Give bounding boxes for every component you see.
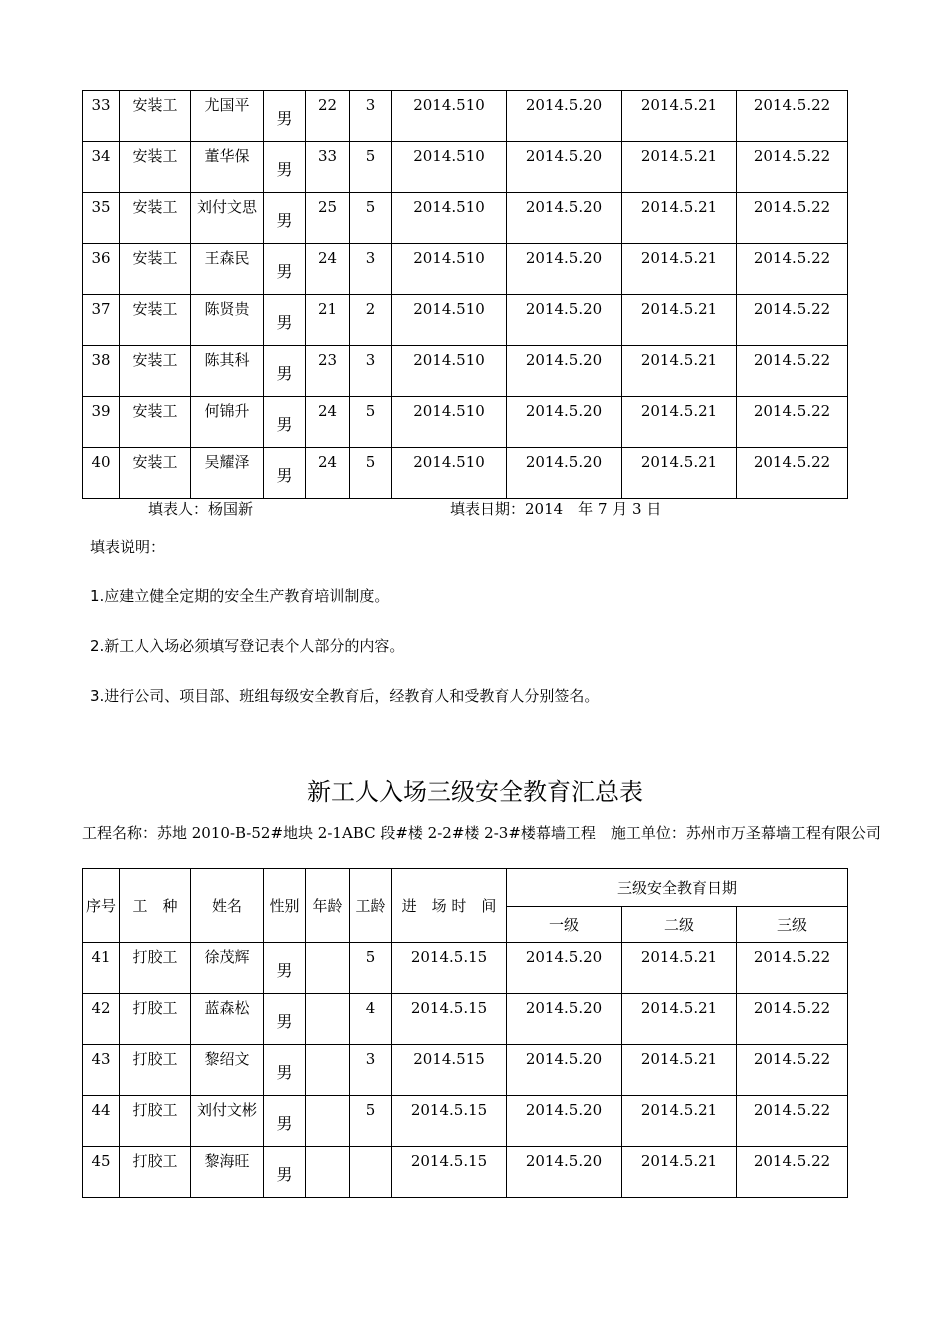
header-trade: 工 种 xyxy=(120,869,191,943)
table-row xyxy=(83,1096,848,1147)
cell-name: 何锦升 xyxy=(191,397,264,448)
cell-trade: 安装工 xyxy=(120,295,191,346)
cell-no: 35 xyxy=(83,193,120,244)
table-row xyxy=(83,91,848,142)
cell-entry-time: 2014.510 xyxy=(392,448,507,499)
fill-date-label: 填表日期：2014 年 7 月 3 日 xyxy=(450,500,662,518)
cell-level-1: 2014.5.20 xyxy=(507,397,622,448)
cell-no: 45 xyxy=(83,1147,120,1198)
table-row xyxy=(83,193,848,244)
cell-years: 3 xyxy=(350,91,392,142)
table-row xyxy=(83,994,848,1045)
cell-no: 36 xyxy=(83,244,120,295)
cell-level-2: 2014.5.21 xyxy=(622,346,737,397)
cell-years: 4 xyxy=(350,994,392,1045)
cell-level-3: 2014.5.22 xyxy=(737,1096,848,1147)
cell-name: 陈贤贵 xyxy=(191,295,264,346)
cell-sex: 男 xyxy=(264,91,306,142)
cell-name: 尤国平 xyxy=(191,91,264,142)
cell-years: 3 xyxy=(350,346,392,397)
cell-years: 3 xyxy=(350,1045,392,1096)
cell-level-2: 2014.5.21 xyxy=(622,91,737,142)
cell-age: 24 xyxy=(306,244,350,295)
cell-age: 23 xyxy=(306,346,350,397)
cell-name: 徐茂辉 xyxy=(191,943,264,994)
cell-level-3: 2014.5.22 xyxy=(737,346,848,397)
cell-age xyxy=(306,1147,350,1198)
cell-trade: 安装工 xyxy=(120,193,191,244)
cell-trade: 安装工 xyxy=(120,244,191,295)
table-row xyxy=(83,1147,848,1198)
header-no: 序号 xyxy=(83,869,120,943)
cell-level-1: 2014.5.20 xyxy=(507,193,622,244)
cell-years: 2 xyxy=(350,295,392,346)
table-workers-part2 xyxy=(82,868,848,1198)
cell-entry-time: 2014.510 xyxy=(392,397,507,448)
cell-level-3: 2014.5.22 xyxy=(737,91,848,142)
table-row xyxy=(83,397,848,448)
cell-entry-time: 2014.510 xyxy=(392,346,507,397)
filler-label: 填表人：杨国新 xyxy=(148,500,254,518)
cell-years: 5 xyxy=(350,193,392,244)
cell-trade: 安装工 xyxy=(120,448,191,499)
cell-sex: 男 xyxy=(264,1147,306,1198)
cell-age: 24 xyxy=(306,397,350,448)
cell-level-2: 2014.5.21 xyxy=(622,943,737,994)
project-line: 工程名称：苏地 2010-B-52#地块 2-1ABC 段#楼 2-2#楼 2-3#楼幕墙工程 施工单位：苏州市万圣幕墙工程有限公司 xyxy=(82,824,881,842)
cell-name: 陈其科 xyxy=(191,346,264,397)
cell-age: 25 xyxy=(306,193,350,244)
cell-level-1: 2014.5.20 xyxy=(507,1147,622,1198)
table-row xyxy=(83,448,848,499)
cell-level-3: 2014.5.22 xyxy=(737,142,848,193)
cell-trade: 安装工 xyxy=(120,346,191,397)
cell-level-1: 2014.5.20 xyxy=(507,244,622,295)
cell-entry-time: 2014.510 xyxy=(392,295,507,346)
cell-sex: 男 xyxy=(264,943,306,994)
cell-level-1: 2014.5.20 xyxy=(507,448,622,499)
note-3: 3.进行公司、项目部、班组每级安全教育后，经教育人和受教育人分别签名。 xyxy=(90,687,600,705)
cell-entry-time: 2014.510 xyxy=(392,91,507,142)
cell-age: 24 xyxy=(306,448,350,499)
cell-level-1: 2014.5.20 xyxy=(507,91,622,142)
cell-level-3: 2014.5.22 xyxy=(737,244,848,295)
table-row xyxy=(83,1045,848,1096)
cell-no: 37 xyxy=(83,295,120,346)
cell-level-2: 2014.5.21 xyxy=(622,1147,737,1198)
cell-sex: 男 xyxy=(264,346,306,397)
table-row xyxy=(83,943,848,994)
cell-level-2: 2014.5.21 xyxy=(622,244,737,295)
cell-sex: 男 xyxy=(264,142,306,193)
header-level-2: 二级 xyxy=(622,907,737,943)
cell-trade: 安装工 xyxy=(120,142,191,193)
cell-no: 44 xyxy=(83,1096,120,1147)
cell-level-1: 2014.5.20 xyxy=(507,994,622,1045)
table-row xyxy=(83,346,848,397)
cell-sex: 男 xyxy=(264,1096,306,1147)
cell-entry-time: 2014.5.15 xyxy=(392,994,507,1045)
cell-age xyxy=(306,1045,350,1096)
cell-name: 董华保 xyxy=(191,142,264,193)
cell-trade: 打胶工 xyxy=(120,1096,191,1147)
note-2: 2.新工人入场必须填写登记表个人部分的内容。 xyxy=(90,637,405,655)
header-sex: 性别 xyxy=(264,869,306,943)
cell-level-2: 2014.5.21 xyxy=(622,193,737,244)
cell-name: 黎海旺 xyxy=(191,1147,264,1198)
cell-trade: 打胶工 xyxy=(120,1147,191,1198)
table-workers-part1 xyxy=(82,90,848,499)
cell-trade: 打胶工 xyxy=(120,1045,191,1096)
page-title: 新工人入场三级安全教育汇总表 xyxy=(307,778,643,806)
cell-trade: 安装工 xyxy=(120,91,191,142)
cell-name: 吴耀泽 xyxy=(191,448,264,499)
cell-entry-time: 2014.5.15 xyxy=(392,1147,507,1198)
cell-level-1: 2014.5.20 xyxy=(507,943,622,994)
cell-age xyxy=(306,943,350,994)
note-1: 1.应建立健全定期的安全生产教育培训制度。 xyxy=(90,587,390,605)
cell-no: 33 xyxy=(83,91,120,142)
cell-trade: 打胶工 xyxy=(120,943,191,994)
cell-entry-time: 2014.510 xyxy=(392,193,507,244)
cell-sex: 男 xyxy=(264,1045,306,1096)
cell-level-2: 2014.5.21 xyxy=(622,1096,737,1147)
header-entry: 进 场 时 间 xyxy=(392,869,507,943)
cell-level-3: 2014.5.22 xyxy=(737,397,848,448)
cell-level-2: 2014.5.21 xyxy=(622,1045,737,1096)
header-name: 姓名 xyxy=(191,869,264,943)
header-years: 工龄 xyxy=(350,869,392,943)
cell-years: 5 xyxy=(350,142,392,193)
cell-years: 5 xyxy=(350,943,392,994)
cell-years xyxy=(350,1147,392,1198)
cell-level-1: 2014.5.20 xyxy=(507,346,622,397)
notes-heading: 填表说明： xyxy=(90,538,166,556)
cell-entry-time: 2014.510 xyxy=(392,244,507,295)
cell-no: 41 xyxy=(83,943,120,994)
cell-sex: 男 xyxy=(264,295,306,346)
cell-level-2: 2014.5.21 xyxy=(622,295,737,346)
cell-level-3: 2014.5.22 xyxy=(737,1045,848,1096)
cell-years: 3 xyxy=(350,244,392,295)
cell-level-1: 2014.5.20 xyxy=(507,142,622,193)
cell-no: 38 xyxy=(83,346,120,397)
cell-years: 5 xyxy=(350,397,392,448)
table-row xyxy=(83,295,848,346)
header-level-3: 三级 xyxy=(737,907,848,943)
cell-level-3: 2014.5.22 xyxy=(737,448,848,499)
cell-entry-time: 2014.510 xyxy=(392,142,507,193)
header-edu: 三级安全教育日期 xyxy=(507,869,848,907)
cell-sex: 男 xyxy=(264,397,306,448)
cell-name: 刘付文彬 xyxy=(191,1096,264,1147)
cell-level-2: 2014.5.21 xyxy=(622,397,737,448)
cell-years: 5 xyxy=(350,448,392,499)
cell-age: 22 xyxy=(306,91,350,142)
cell-sex: 男 xyxy=(264,244,306,295)
cell-level-2: 2014.5.21 xyxy=(622,448,737,499)
cell-trade: 打胶工 xyxy=(120,994,191,1045)
cell-age xyxy=(306,994,350,1045)
cell-no: 39 xyxy=(83,397,120,448)
cell-no: 42 xyxy=(83,994,120,1045)
cell-trade: 安装工 xyxy=(120,397,191,448)
cell-sex: 男 xyxy=(264,994,306,1045)
table-row xyxy=(83,244,848,295)
cell-level-3: 2014.5.22 xyxy=(737,295,848,346)
cell-no: 40 xyxy=(83,448,120,499)
cell-age: 21 xyxy=(306,295,350,346)
cell-sex: 男 xyxy=(264,448,306,499)
cell-sex: 男 xyxy=(264,193,306,244)
cell-entry-time: 2014.5.15 xyxy=(392,1096,507,1147)
cell-age: 33 xyxy=(306,142,350,193)
table-row xyxy=(83,142,848,193)
cell-level-3: 2014.5.22 xyxy=(737,943,848,994)
cell-level-1: 2014.5.20 xyxy=(507,1045,622,1096)
cell-name: 黎绍文 xyxy=(191,1045,264,1096)
cell-level-3: 2014.5.22 xyxy=(737,1147,848,1198)
cell-no: 34 xyxy=(83,142,120,193)
header-level-1: 一级 xyxy=(507,907,622,943)
cell-no: 43 xyxy=(83,1045,120,1096)
cell-level-3: 2014.5.22 xyxy=(737,994,848,1045)
cell-level-2: 2014.5.21 xyxy=(622,994,737,1045)
cell-level-2: 2014.5.21 xyxy=(622,142,737,193)
cell-level-3: 2014.5.22 xyxy=(737,193,848,244)
cell-name: 刘付文思 xyxy=(191,193,264,244)
cell-name: 蓝森松 xyxy=(191,994,264,1045)
cell-level-1: 2014.5.20 xyxy=(507,1096,622,1147)
cell-entry-time: 2014.515 xyxy=(392,1045,507,1096)
cell-entry-time: 2014.5.15 xyxy=(392,943,507,994)
cell-years: 5 xyxy=(350,1096,392,1147)
cell-level-1: 2014.5.20 xyxy=(507,295,622,346)
cell-name: 王森民 xyxy=(191,244,264,295)
header-age: 年龄 xyxy=(306,869,350,943)
cell-age xyxy=(306,1096,350,1147)
